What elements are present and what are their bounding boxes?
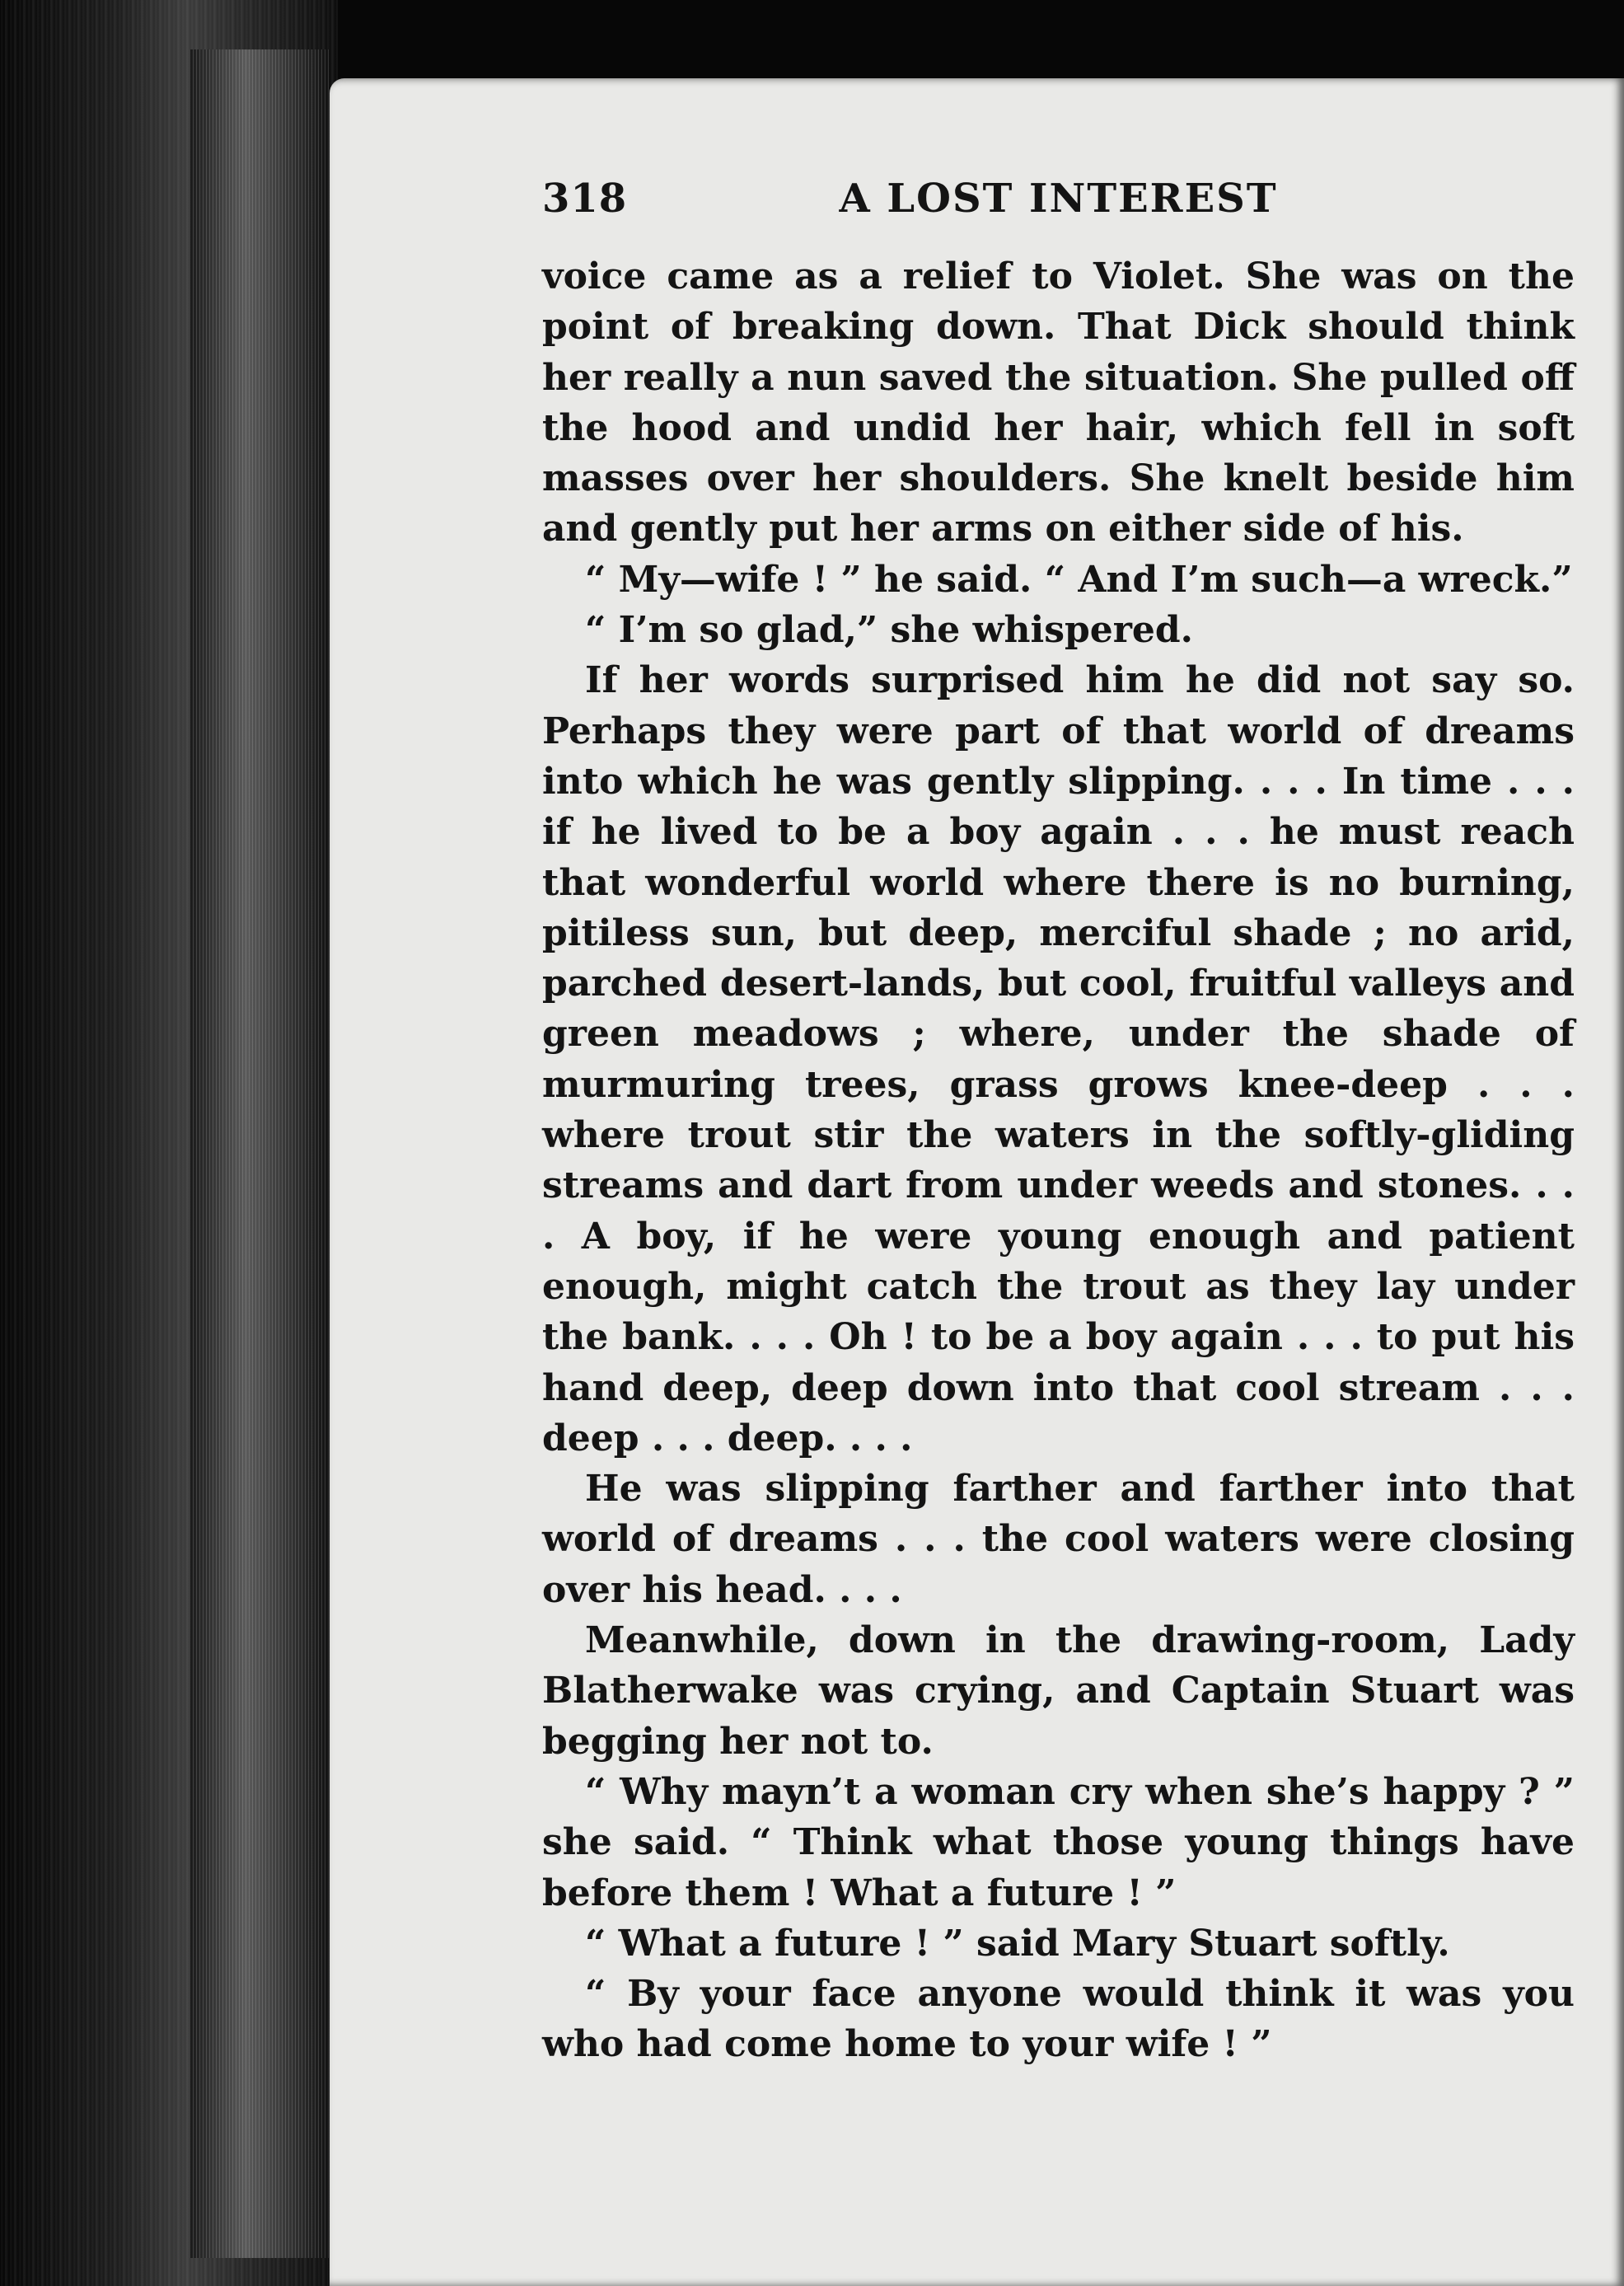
paragraph: voice came as a relief to Violet. She was on the point of breaking down. That Dick should think her really a nun saved the situation. She pulled off the hood and undid her hair, which fell in soft masses over her shoulders. She knelt beside him and gently put her arms on either side of his. xyxy=(542,255,1575,550)
paragraph: “ I’m so glad,” she whispered. xyxy=(585,609,1193,652)
running-title: A LOST INTEREST xyxy=(839,176,1278,222)
paragraph: If her words surprised him he did not say so. Perhaps they were part of that world of dreams into which he was gently slipping. . . . In time . . . if he lived to be a boy again . . . he must reach that wonderful world where there is no burning, pitiless sun, but deep, merciful shade ; no arid, parched desert-lands, but cool, fruitful valleys and green meadows ; where, under the shade of murmuring trees, grass grows knee-deep . . . where trout stir the waters in the softly-gliding streams and dart from under weeds and stones. . . . A boy, if he were young enough and patient enough, might catch the trout as they lay under the bank. . . . Oh ! to be a boy again . . . to put his hand deep, deep down into that cool stream . . . deep . . . deep. . . . xyxy=(542,659,1575,1459)
paragraph: He was slipping farther and farther into that world of dreams . . . the cool waters were closing over his head. . . . xyxy=(542,1468,1575,1611)
page-text-block xyxy=(542,176,1575,2070)
paragraph: Meanwhile, down in the drawing-room, Lady Blatherwake was crying, and Captain Stuart was begging her not to. xyxy=(542,1619,1575,1763)
running-head xyxy=(542,176,1575,235)
book-page xyxy=(330,78,1624,2286)
paragraph: “ My—wife ! ” he said. “ And I’m such—a wreck.” xyxy=(585,558,1573,601)
paragraph: “ By your face anyone would think it was you who had come home to your wife ! ” xyxy=(542,1973,1575,2066)
page-edges xyxy=(190,49,330,2258)
paragraph: “ Why mayn’t a woman cry when she’s happy ? ” she said. “ Think what those young things have before them ! What a future ! ” xyxy=(542,1770,1575,1914)
page-number: 318 xyxy=(542,176,628,222)
paragraph: “ What a future ! ” said Mary Stuart softly. xyxy=(585,1922,1450,1965)
